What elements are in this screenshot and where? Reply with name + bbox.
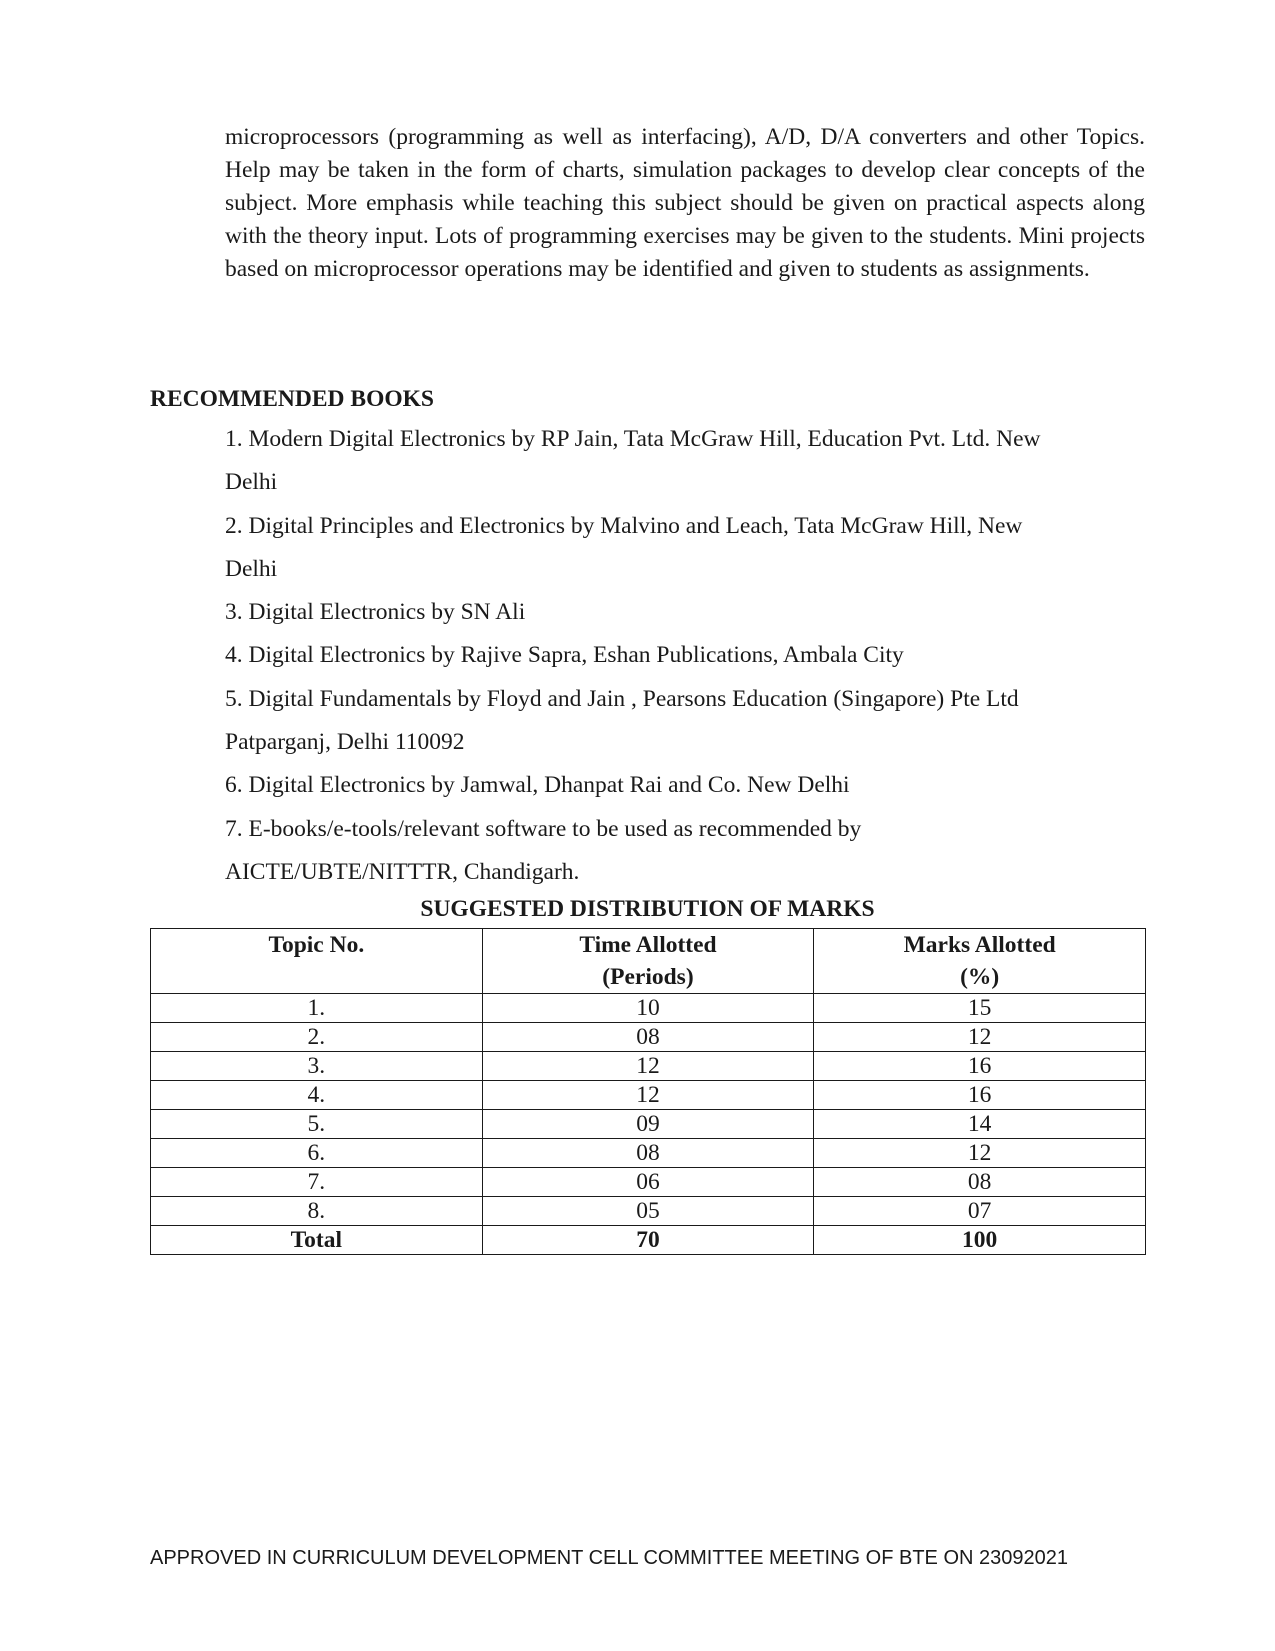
cell-marks-allotted: 07 [814, 1197, 1146, 1226]
table-row [151, 1052, 1146, 1081]
header-time-allotted-line1: Time Allotted [579, 932, 717, 958]
table-row [151, 1139, 1146, 1168]
book-line: AICTE/UBTE/NITTTR, Chandigarh. [225, 858, 580, 885]
cell-topic-no: 5. [151, 1110, 483, 1139]
total-marks-allotted: 100 [814, 1226, 1146, 1255]
table-row [151, 1168, 1146, 1197]
header-marks-allotted-line2: (%) [960, 964, 1000, 990]
recommended-books-list [225, 418, 1145, 894]
cell-time-allotted: 10 [482, 994, 814, 1023]
cell-time-allotted: 12 [482, 1052, 814, 1081]
header-topic-no-line1: Topic No. [268, 932, 365, 958]
header-time-allotted [482, 929, 814, 994]
cell-topic-no: 1. [151, 994, 483, 1023]
marks-distribution-table [150, 928, 1146, 1255]
cell-time-allotted: 09 [482, 1110, 814, 1139]
book-line: 6. Digital Electronics by Jamwal, Dhanpat Rai and Co. New Delhi [225, 772, 850, 799]
intro-paragraph: microprocessors (programming as well as interfacing), A/D, D/A converters and other Topics. Help may be taken in the form of charts, simulation packages to develop clear concepts of the subject. More emphasis while teaching this subject should be given on practical aspects along with the theory input. Lots of programming exercises may be given to the students. Mini projects based on microprocessor operations may be identified and given to students as assignments. [225, 124, 1145, 282]
table-header-row [151, 929, 1146, 994]
header-time-allotted-line2: (Periods) [602, 964, 694, 990]
cell-time-allotted: 12 [482, 1081, 814, 1110]
cell-time-allotted: 06 [482, 1168, 814, 1197]
book-line: Delhi [225, 469, 278, 496]
book-line: 4. Digital Electronics by Rajive Sapra, Eshan Publications, Ambala City [225, 642, 904, 669]
cell-topic-no: 4. [151, 1081, 483, 1110]
cell-marks-allotted: 16 [814, 1081, 1146, 1110]
book-line: 1. Modern Digital Electronics by RP Jain, Tata McGraw Hill, Education Pvt. Ltd. New [225, 426, 1041, 452]
cell-marks-allotted: 08 [814, 1168, 1146, 1197]
cell-topic-no: 3. [151, 1052, 483, 1081]
cell-time-allotted: 08 [482, 1139, 814, 1168]
table-row [151, 1023, 1146, 1052]
header-topic-no [151, 929, 483, 994]
cell-topic-no: 6. [151, 1139, 483, 1168]
book-line: 2. Digital Principles and Electronics by Malvino and Leach, Tata McGraw Hill, New [225, 512, 1023, 539]
cell-topic-no: 2. [151, 1023, 483, 1052]
cell-topic-no: 8. [151, 1197, 483, 1226]
cell-marks-allotted: 12 [814, 1139, 1146, 1168]
cell-marks-allotted: 12 [814, 1023, 1146, 1052]
table-total-row [151, 1226, 1146, 1255]
total-time-allotted: 70 [482, 1226, 814, 1255]
approval-footer: APPROVED IN CURRICULUM DEVELOPMENT CELL COMMITTEE MEETING OF BTE ON 23092021 [150, 1547, 1068, 1569]
cell-marks-allotted: 15 [814, 994, 1146, 1023]
cell-time-allotted: 05 [482, 1197, 814, 1226]
cell-topic-no: 7. [151, 1168, 483, 1197]
total-label: Total [151, 1226, 483, 1255]
table-row [151, 1110, 1146, 1139]
cell-marks-allotted: 14 [814, 1110, 1146, 1139]
book-line: 5. Digital Fundamentals by Floyd and Jain , Pearsons Education (Singapore) Pte Ltd [225, 685, 1019, 712]
header-marks-allotted-line1: Marks Allotted [903, 932, 1056, 958]
marks-distribution-title: SUGGESTED DISTRIBUTION OF MARKS [420, 896, 875, 922]
table-row [151, 1081, 1146, 1110]
book-line: 3. Digital Electronics by SN Ali [225, 599, 526, 626]
book-line: Patparganj, Delhi 110092 [225, 729, 465, 756]
cell-marks-allotted: 16 [814, 1052, 1146, 1081]
table-row [151, 1197, 1146, 1226]
cell-time-allotted: 08 [482, 1023, 814, 1052]
header-marks-allotted [814, 929, 1146, 994]
recommended-books-heading: RECOMMENDED BOOKS [150, 386, 434, 412]
table-row [151, 994, 1146, 1023]
book-line: Delhi [225, 555, 278, 582]
book-line: 7. E-books/e-tools/relevant software to be used as recommended by [225, 815, 862, 842]
